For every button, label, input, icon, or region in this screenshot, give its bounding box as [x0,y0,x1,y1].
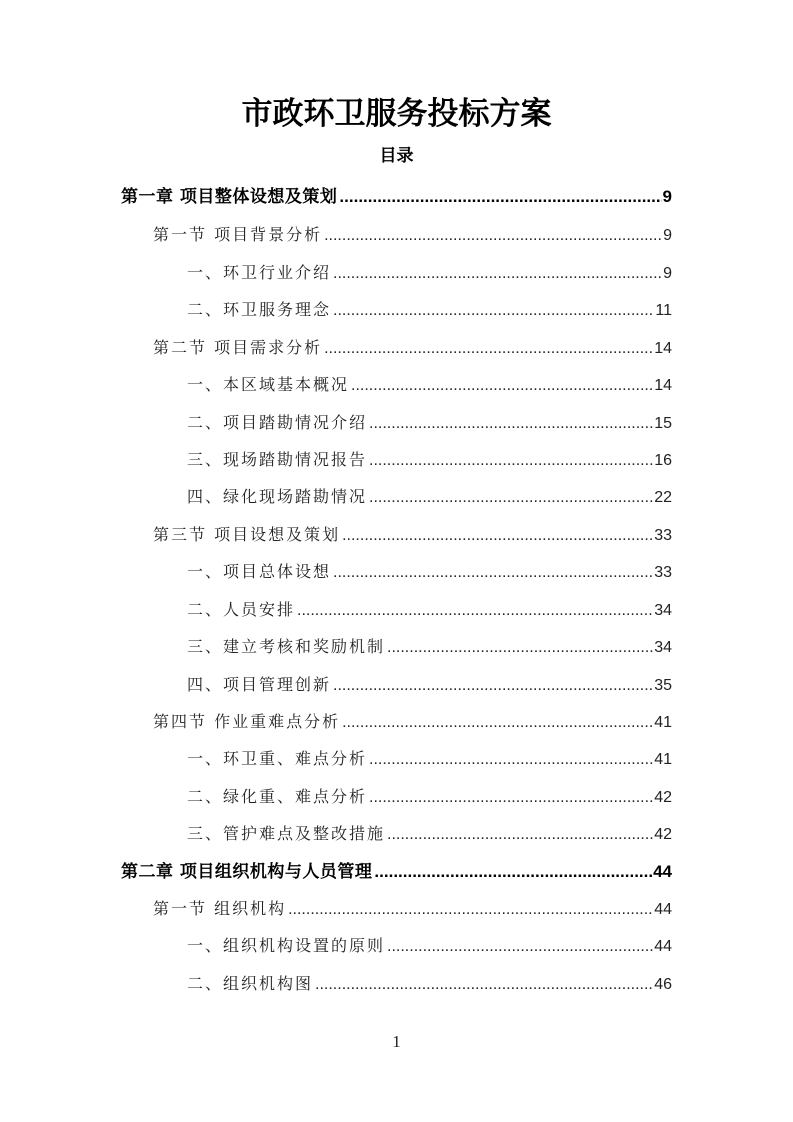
toc-entry-page: 35 [654,677,672,694]
toc-entry-label: 一、组织机构设置的原则 [187,936,386,955]
toc-entry-label: 二、人员安排 [187,600,296,619]
dot-leader [339,182,661,212]
dot-leader [351,371,653,401]
toc-entry-subsection[interactable] [187,408,672,438]
dot-leader [387,932,653,962]
toc-entry-page: 46 [654,976,672,993]
dot-leader [369,446,653,476]
dot-leader [342,521,653,551]
toc-entry-label: 第一节 组织机构 [153,899,287,918]
dot-leader [387,633,653,663]
dot-leader [324,334,653,364]
toc-entry-page: 44 [654,938,672,955]
toc-entry-label: 第三节 项目设想及策划 [153,525,341,544]
dot-leader [315,970,653,1000]
toc-entry-subsection[interactable] [187,295,672,325]
toc-entry-subsection[interactable] [187,445,672,475]
toc-entry-subsection[interactable] [187,370,672,400]
dot-leader [297,596,653,626]
dot-leader [387,820,653,850]
toc-entry-label: 三、建立考核和奖励机制 [187,637,386,656]
toc-entry-label: 四、绿化现场踏勘情况 [187,487,368,506]
toc-entry-label: 三、管护难点及整改措施 [187,824,386,843]
dot-leader [333,558,653,588]
toc-entry-subsection[interactable] [187,819,672,849]
dot-leader [369,745,653,775]
toc-entry-label: 第一节 项目背景分析 [153,225,323,244]
dot-leader [369,783,653,813]
toc-entry-page: 9 [662,187,672,206]
toc-entry-page: 22 [654,489,672,506]
toc-entry-subsection[interactable] [187,670,672,700]
toc-entry-section[interactable] [153,707,672,737]
toc-entry-page: 42 [654,826,672,843]
dot-leader [369,409,653,439]
toc-entry-label: 三、现场踏勘情况报告 [187,450,368,469]
toc-entry-section[interactable] [153,333,672,363]
toc-entry-label: 第四节 作业重难点分析 [153,712,341,731]
toc-entry-page: 34 [654,639,672,656]
toc-entry-label: 一、环卫重、难点分析 [187,749,368,768]
toc-entry-subsection[interactable] [187,557,672,587]
toc-entry-page: 41 [654,751,672,768]
toc-entry-chapter[interactable] [121,182,672,212]
toc-entry-subsection[interactable] [187,969,672,999]
dot-leader [374,857,652,887]
toc-entry-label: 第一章 项目整体设想及策划 [121,187,338,207]
toc-entry-page: 34 [654,602,672,619]
toc-entry-page: 42 [654,789,672,806]
toc-entry-label: 第二节 项目需求分析 [153,338,323,357]
toc-heading: 目录 [379,146,414,166]
toc-entry-page: 9 [663,265,672,282]
dot-leader [333,259,662,289]
toc-entry-page: 33 [654,527,672,544]
toc-entry-section[interactable] [153,220,672,250]
toc-entry-label: 二、绿化重、难点分析 [187,787,368,806]
toc-entry-label: 二、组织机构图 [187,974,314,993]
toc-entry-page: 33 [654,564,672,581]
dot-leader [369,483,653,513]
toc-entry-subsection[interactable] [187,258,672,288]
toc-entry-chapter[interactable] [121,857,672,887]
dot-leader [288,895,653,925]
toc-entry-label: 一、本区域基本概况 [187,375,350,394]
toc-entry-subsection[interactable] [187,595,672,625]
document-title: 市政环卫服务投标方案 [241,96,552,132]
toc-entry-subsection[interactable] [187,782,672,812]
dot-leader [333,671,653,701]
toc-entry-page: 44 [653,862,672,881]
toc-entry-subsection[interactable] [187,744,672,774]
toc-entry-label: 二、项目踏勘情况介绍 [187,413,368,432]
dot-leader [342,708,653,738]
toc-entry-page: 15 [654,415,672,432]
toc-entry-subsection[interactable] [187,632,672,662]
toc-entry-page: 16 [654,452,672,469]
toc-entry-label: 二、环卫服务理念 [187,300,332,319]
toc-entry-page: 41 [654,714,672,731]
toc-entry-section[interactable] [153,894,672,924]
toc-entry-section[interactable] [153,520,672,550]
toc-entry-page: 14 [654,377,672,394]
dot-leader [333,296,654,326]
toc-entry-label: 第二章 项目组织机构与人员管理 [121,862,373,882]
toc-entry-label: 一、项目总体设想 [187,562,332,581]
toc-entry-label: 一、环卫行业介绍 [187,263,332,282]
toc-entry-page: 9 [663,227,672,244]
toc-entry-label: 四、项目管理创新 [187,675,332,694]
dot-leader [324,221,662,251]
toc-entry-subsection[interactable] [187,482,672,512]
toc-entry-subsection[interactable] [187,931,672,961]
page-number: 1 [392,1032,401,1051]
toc-entry-page: 14 [654,340,672,357]
toc-entry-page: 11 [655,302,672,319]
toc-entry-page: 44 [654,901,672,918]
